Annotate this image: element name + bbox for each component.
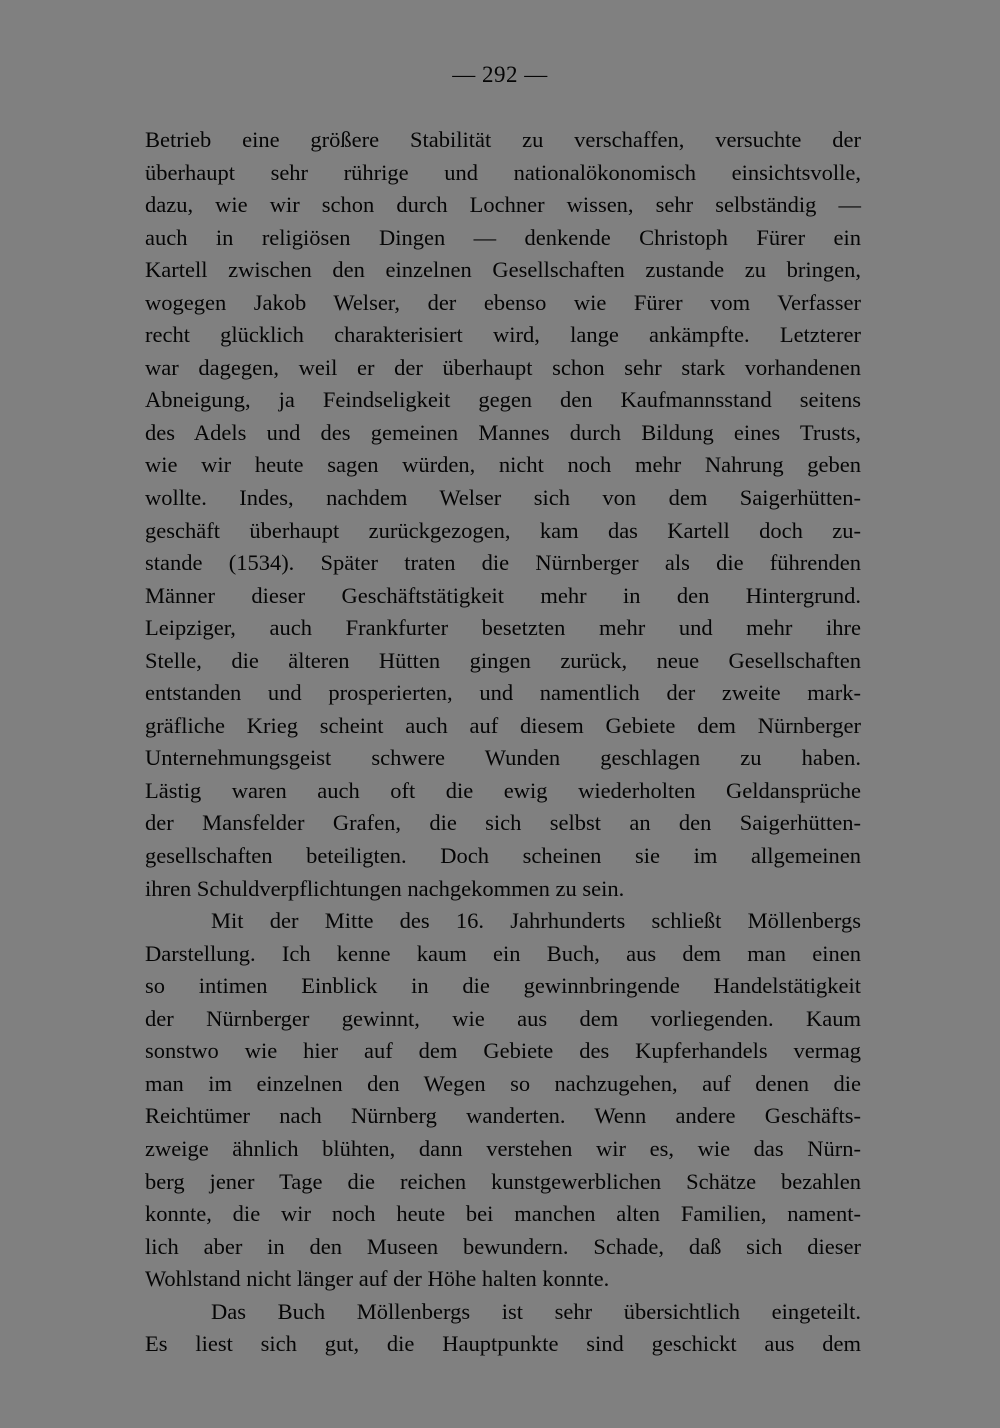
text-line: recht glücklich charakterisiert wird, lange ankämpfte. Letzterer — [145, 322, 861, 348]
text-line: Mit der Mitte des 16. Jahrhunderts schließt Möllenbergs — [211, 908, 861, 934]
text-line: dazu, wie wir schon durch Lochner wissen, sehr selbständig — — [145, 192, 861, 218]
text-line: Reichtümer nach Nürnberg wanderten. Wenn andere Geschäfts- — [145, 1103, 861, 1129]
text-line: so intimen Einblick in die gewinnbringende Handelstätigkeit — [145, 973, 861, 999]
text-line: stande (1534). Später traten die Nürnberger als die führenden — [145, 550, 861, 576]
text-line: Leipziger, auch Frankfurter besetzten mehr und mehr ihre — [145, 615, 861, 641]
text-line: der Mansfelder Grafen, die sich selbst an den Saigerhütten- — [145, 810, 861, 836]
text-line: Abneigung, ja Feindseligkeit gegen den Kaufmannsstand seitens — [145, 387, 861, 413]
text-line: berg jener Tage die reichen kunstgewerblichen Schätze bezahlen — [145, 1168, 861, 1194]
text-line: der Nürnberger gewinnt, wie aus dem vorliegenden. Kaum — [145, 1005, 861, 1031]
body-text — [145, 124, 861, 1361]
text-line: Kartell zwischen den einzelnen Gesellschaften zustande zu bringen, — [145, 257, 861, 283]
text-line: sonstwo wie hier auf dem Gebiete des Kupferhandels vermag — [145, 1038, 861, 1064]
text-line: konnte, die wir noch heute bei manchen alten Familien, nament- — [145, 1201, 861, 1227]
text-line: überhaupt sehr rührige und nationalökonomisch einsichtsvolle, — [145, 159, 861, 185]
text-line: Stelle, die älteren Hütten gingen zurück, neue Gesellschaften — [145, 647, 861, 673]
text-line: Lästig waren auch oft die ewig wiederholten Geldansprüche — [145, 777, 861, 803]
text-line: auch in religiösen Dingen — denkende Christoph Fürer ein — [145, 224, 861, 250]
text-line: wollte. Indes, nachdem Welser sich von dem Saigerhütten- — [145, 485, 861, 511]
text-line: Wohlstand nicht länger auf der Höhe halten konnte. — [145, 1266, 610, 1292]
page-number: — 292 — — [452, 62, 548, 87]
text-line: war dagegen, weil er der überhaupt schon sehr stark vorhandenen — [145, 354, 861, 380]
text-line: gräfliche Krieg scheint auch auf diesem Gebiete dem Nürnberger — [145, 712, 861, 738]
paragraph — [145, 905, 861, 1296]
text-line: gesellschaften beteiligten. Doch scheinen sie im allgemeinen — [145, 843, 861, 869]
paragraph — [145, 1296, 861, 1361]
text-line: Unternehmungsgeist schwere Wunden geschlagen zu haben. — [145, 745, 861, 771]
text-line: Es liest sich gut, die Hauptpunkte sind geschickt aus dem — [145, 1331, 861, 1357]
text-line: wie wir heute sagen würden, nicht noch mehr Nahrung geben — [145, 452, 861, 478]
text-line: Betrieb eine größere Stabilität zu verschaffen, versuchte der — [145, 127, 861, 152]
paragraph — [145, 124, 861, 905]
text-line: zweige ähnlich blühten, dann verstehen wir es, wie das Nürn- — [145, 1135, 861, 1161]
text-line: Das Buch Möllenbergs ist sehr übersichtlich eingeteilt. — [211, 1298, 861, 1324]
text-line: lich aber in den Museen bewundern. Schade, daß sich dieser — [145, 1233, 861, 1259]
text-line: Darstellung. Ich kenne kaum ein Buch, aus dem man einen — [145, 940, 861, 966]
text-line: entstanden und prosperierten, und namentlich der zweite mark- — [145, 680, 861, 706]
text-line: geschäft überhaupt zurückgezogen, kam das Kartell doch zu- — [145, 517, 861, 543]
text-line: man im einzelnen den Wegen so nachzugehen, auf denen die — [145, 1070, 861, 1096]
text-line: wogegen Jakob Welser, der ebenso wie Fürer vom Verfasser — [145, 289, 861, 315]
text-line: Männer dieser Geschäftstätigkeit mehr in den Hintergrund. — [145, 582, 861, 608]
text-line: des Adels und des gemeinen Mannes durch Bildung eines Trusts, — [145, 419, 861, 445]
text-line: ihren Schuldverpflichtungen nachgekommen zu sein. — [145, 875, 625, 901]
